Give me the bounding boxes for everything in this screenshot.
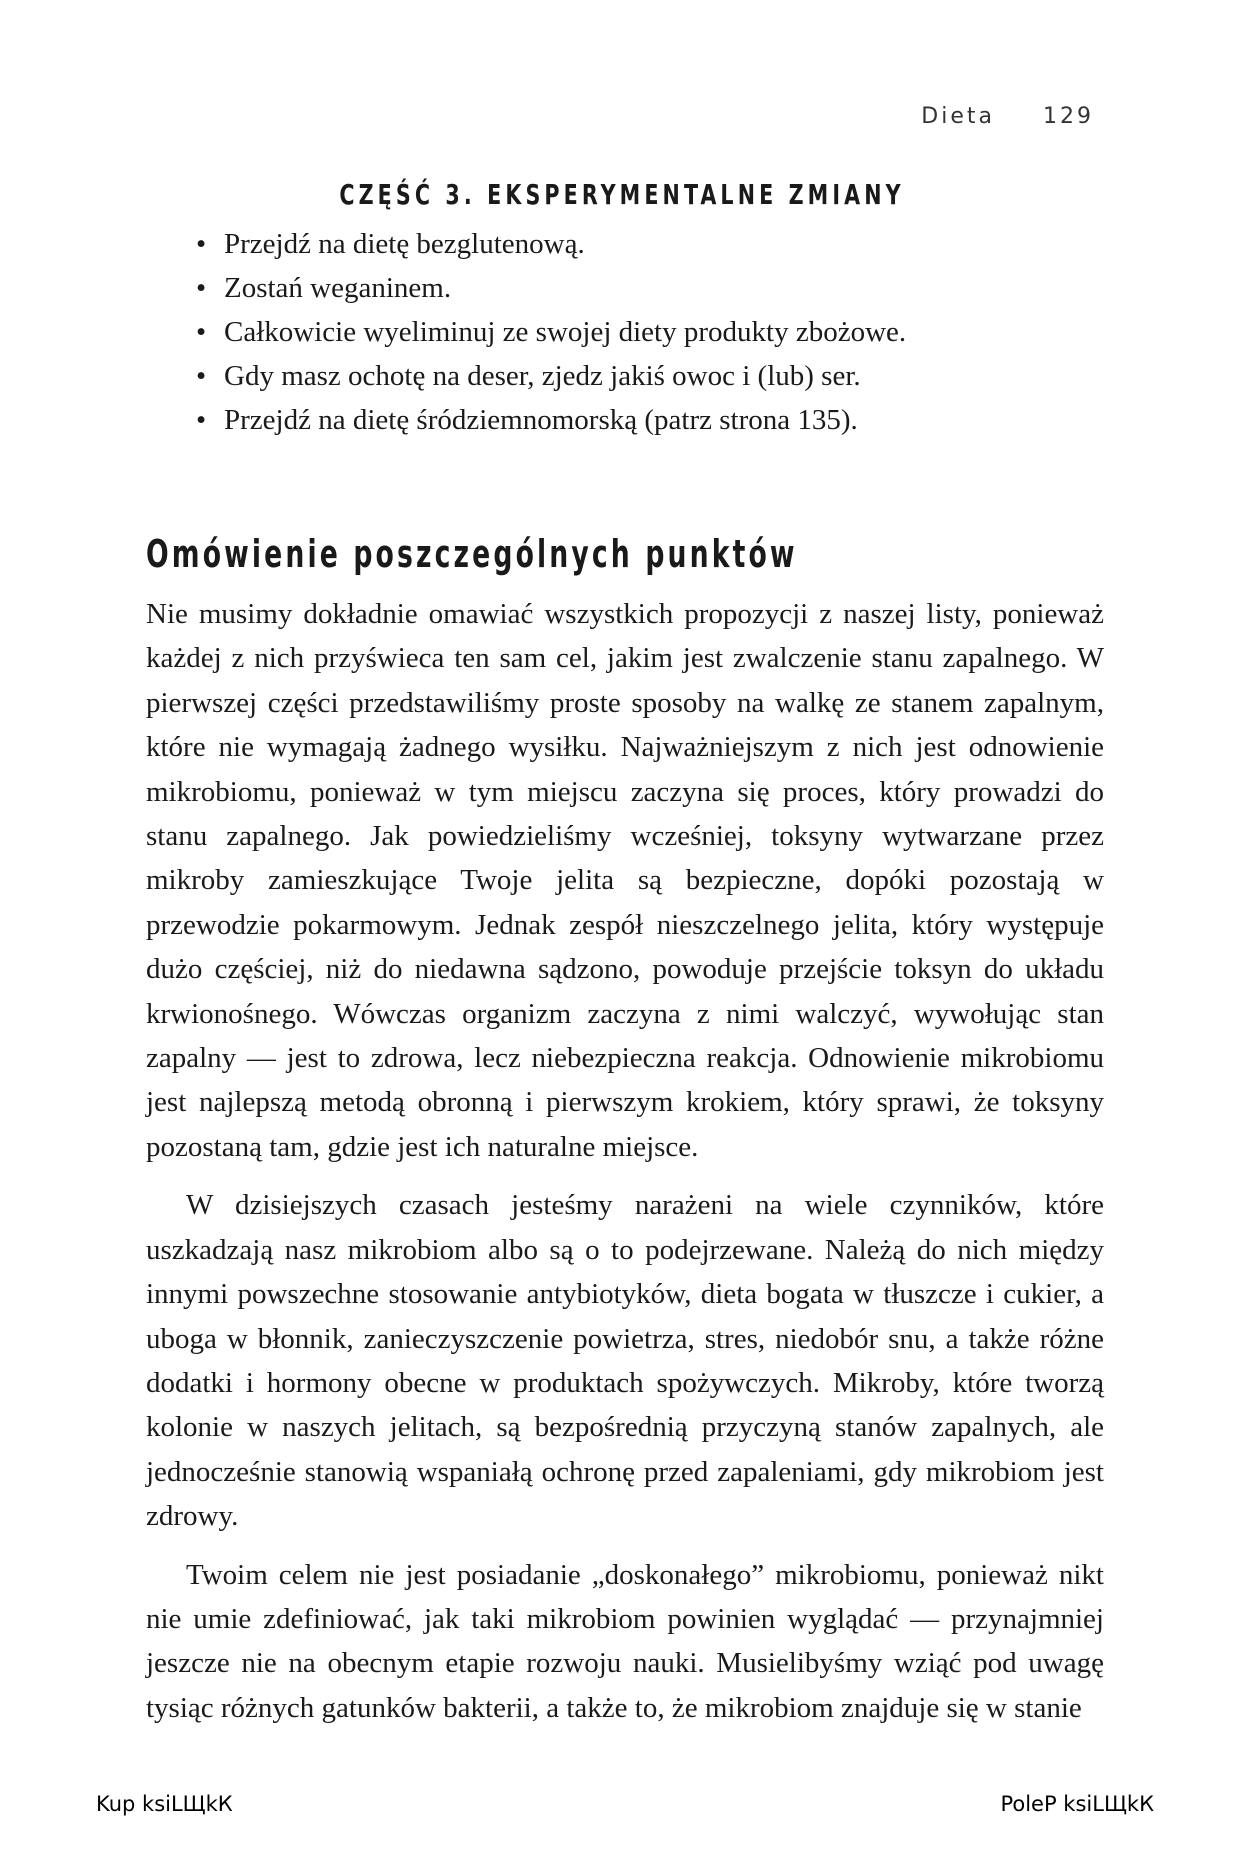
bullet-icon: • bbox=[196, 228, 207, 260]
body-text bbox=[146, 592, 1104, 1730]
paragraph: Nie musimy dokładnie omawiać wszystkich propozycji z naszej listy, ponieważ każdej z nich przyświeca ten sam cel, jakim jest zwalczenie stanu zapalnego. W pierwszej części przedstawiliśmy proste sposoby na walkę ze stanem zapalnym, które nie wymagają żadnego wysiłku. Najważniejszym z nich jest odnowienie mikrobiomu, ponieważ w tym miejscu zaczyna się proces, który prowadzi do stanu zapalnego. Jak powiedzieliśmy wcześniej, toksyny wytwarzane przez mikroby zamieszkujące Twoje jelita są bezpieczne, dopóki pozostają w przewodzie pokarmowym. Jednak zespół nieszczelnego jelita, który występuje dużo częściej, niż do niedawna sądzono, powoduje przejście toksyn do układu krwionośnego. Wówczas organizm zaczyna z nimi walczyć, wywołując stan zapalny — jest to zdrowa, lecz niebezpieczna reakcja. Odnowienie mikrobiomu jest najlepszą metodą obronną i pierwszym krokiem, który sprawi, że toksyny pozostaną tam, gdzie jest ich naturalne miejsce. bbox=[146, 598, 1104, 1163]
bullet-icon: • bbox=[196, 316, 207, 348]
bullet-icon: • bbox=[196, 360, 207, 392]
subheading: Omówienie poszczególnych punktów bbox=[146, 532, 798, 576]
list-item bbox=[196, 266, 906, 310]
bullet-icon: • bbox=[196, 404, 207, 436]
list-item bbox=[196, 354, 906, 398]
page-number: 129 bbox=[1043, 104, 1094, 129]
buy-book-link[interactable]: Kup ksiLЩkК bbox=[96, 1792, 233, 1816]
list-item-text: Całkowicie wyeliminuj ze swojej diety produkty zbożowe. bbox=[224, 316, 907, 348]
list-item-text: Przejdź na dietę śródziemnomorską (patrz strona 135). bbox=[224, 404, 858, 436]
list-item bbox=[196, 398, 906, 442]
list-item bbox=[196, 222, 906, 266]
section-title: CZĘŚĆ 3. EKSPERYMENTALNE ZMIANY bbox=[339, 178, 905, 211]
paragraph: W dzisiejszych czasach jesteśmy narażeni na wiele czynników, które uszkadzają nasz mikrobiom albo są o to podejrzewane. Należą do nich między innymi powszechne stosowanie antybiotyków, dieta bogata w tłuszcze i cukier, a uboga w błonnik, zanieczyszczenie powietrza, stres, niedobór snu, a także różne dodatki i hormony obecne w produktach spożywczych. Mikroby, które tworzą kolonie w naszych jelitach, są bezpośrednią przyczyną stanów zapalnych, ale jednocześnie stanowią wspaniałą ochronę przed zapaleniami, gdy mikrobiom jest zdrowy. bbox=[146, 1189, 1104, 1533]
list-item-text: Przejdź na dietę bezglutenową. bbox=[224, 228, 585, 260]
running-header-title: Dieta bbox=[921, 104, 995, 129]
paragraph: Twoim celem nie jest posiadanie „doskonałego” mikrobiomu, ponieważ nikt nie umie zdefiniować, jak taki mikrobiom powinien wyglądać — przynajmniej jeszcze nie na obecnym etapie rozwoju nauki. Musielibyśmy wziąć pod uwagę tysiąc różnych gatunków bakterii, a także to, że mikrobiom znajduje się w stanie bbox=[146, 1558, 1104, 1724]
bullet-icon: • bbox=[196, 272, 207, 304]
list-item bbox=[196, 310, 906, 354]
list-item-text: Zostań weganinem. bbox=[224, 272, 452, 304]
recommend-book-link[interactable]: PoleР ksiLЩkК bbox=[1000, 1792, 1154, 1816]
bullet-list bbox=[196, 222, 906, 442]
running-header bbox=[921, 104, 1094, 129]
list-item-text: Gdy masz ochotę na deser, zjedz jakiś owoc i (lub) ser. bbox=[224, 360, 861, 392]
